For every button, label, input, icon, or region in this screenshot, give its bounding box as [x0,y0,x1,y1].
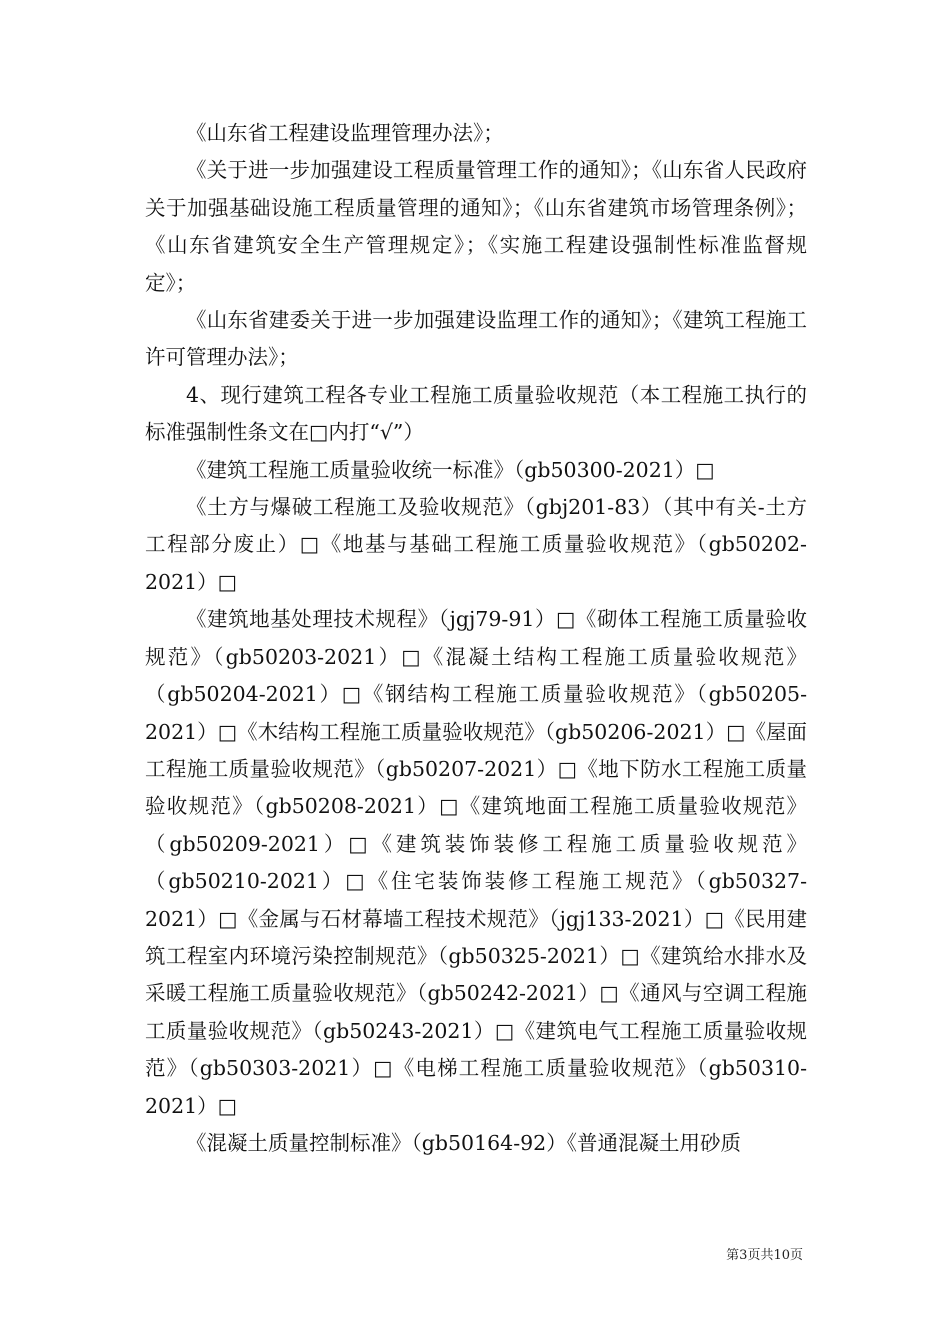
paragraph-quality-notices: 《关于进一步加强建设工程质量管理工作的通知》；《山东省人民政府关于加强基础设施工程质量管理的通知》；《山东省建筑市场管理条例》；《山东省建筑安全生产管理规定》；《实施工程建设强制性标准监督规定》； [145,158,807,295]
paragraph-specification-list: 《建筑地基处理技术规程》（jgj79-91）□《砌体工程施工质量验收规范》（gb50203-2021）□《混凝土结构工程施工质量验收规范》（gb50204-2021）□《钢结构工程施工质量验收规范》（gb50205-2021）□《木结构工程施工质量验收规范》（gb50206-2021）□《屋面工程施工质量验收规范》（gb50207-2021）□《地下防水工程施工质量验收规范》（gb50208-2021）□《建筑地面工程施工质量验收规范》（gb50209-2021）□《建筑装饰装修工程施工质量验收规范》（gb50210-2021）□《住宅装饰装修工程施工规范》（gb50327-2021）□《金属与石材幕墙工程技术规范》（jgj133-2021）□《民用建筑工程室内环境污染控制规范》（gb50325-2021）□《建筑给水排水及采暖工程施工质量验收规范》（gb50242-2021）□《通风与空调工程施工质量验收规范》（gb50243-2021）□《建筑电气工程施工质量验收规范》（gb50303-2021）□《电梯工程施工质量验收规范》（gb50310-2021）□ [145,607,807,1118]
paragraph-construction-permit: 《山东省建委关于进一步加强建设监理工作的通知》；《建筑工程施工许可管理办法》； [145,308,807,370]
document-body [145,115,807,1162]
paragraph-acceptance-specs-heading: 4、现行建筑工程各专业工程施工质量验收规范（本工程施工执行的标准强制性条文在□内打“√”） [145,382,807,445]
paragraph-supervision-measures: 《山东省工程建设监理管理办法》； [186,121,504,145]
paragraph-concrete-quality: 《混凝土质量控制标准》（gb50164-92）《普通混凝土用砂质 [186,1130,741,1155]
paragraph-unified-standard: 《建筑工程施工质量验收统一标准》（gb50300-2021）□ [186,457,715,482]
page-number-footer: 第3页共10页 [726,1248,803,1263]
paragraph-earthwork-foundation: 《土方与爆破工程施工及验收规范》（gbj201-83）（其中有关-土方工程部分废止）□《地基与基础工程施工质量验收规范》（gb50202-2021）□ [145,495,807,594]
